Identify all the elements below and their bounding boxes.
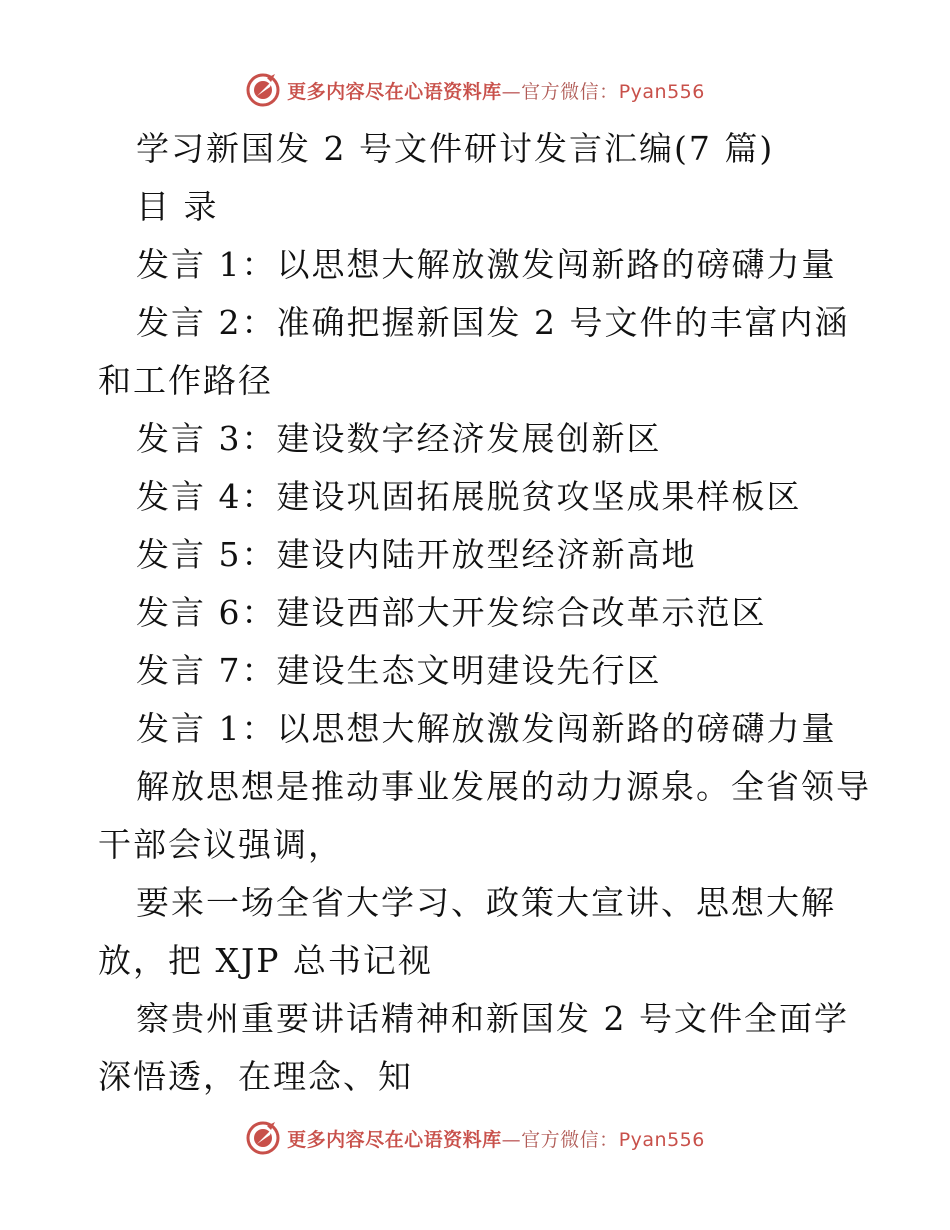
toc-item-7: 发言 7：建设生态文明建设先行区 xyxy=(136,651,662,690)
toc-item-5: 发言 5：建设内陆开放型经济新高地 xyxy=(136,535,697,574)
paragraph-line: 放，把 XJP 总书记视 xyxy=(98,941,433,980)
toc-item-3: 发言 3：建设数字经济发展创新区 xyxy=(136,419,662,458)
toc-heading: 目 录 xyxy=(136,187,219,226)
watermark-wechat-label: 官方微信： xyxy=(521,1128,619,1151)
watermark-text xyxy=(287,77,705,104)
watermark-banner-top xyxy=(0,72,950,108)
toc-item-6: 发言 6：建设西部大开发综合改革示范区 xyxy=(136,593,767,632)
toc-item-1: 发言 1：以思想大解放激发闯新路的磅礴力量 xyxy=(136,245,837,284)
watermark-main-text: 更多内容尽在心语资料库 xyxy=(287,80,502,103)
watermark-text xyxy=(287,1125,705,1152)
watermark-wechat-id: Pyan556 xyxy=(618,1128,705,1151)
paragraph-line: 要来一场全省大学习、政策大宣讲、思想大解 xyxy=(136,883,836,922)
watermark-banner-bottom xyxy=(0,1120,950,1156)
document-title: 学习新国发 2 号文件研讨发言汇编(7 篇) xyxy=(136,129,775,168)
toc-item-4: 发言 4：建设巩固拓展脱贫攻坚成果样板区 xyxy=(136,477,802,516)
watermark-main-text: 更多内容尽在心语资料库 xyxy=(287,1128,502,1151)
pen-circle-logo-icon xyxy=(245,72,281,108)
watermark-dash: — xyxy=(501,80,522,103)
toc-item-2: 发言 2：准确把握新国发 2 号文件的丰富内涵 xyxy=(136,303,850,342)
watermark-wechat-label: 官方微信： xyxy=(521,80,619,103)
paragraph-line: 深悟透，在理念、知 xyxy=(98,1057,413,1096)
watermark-dash: — xyxy=(501,1128,522,1151)
toc-item-2-continued: 和工作路径 xyxy=(98,361,273,400)
paragraph-line: 解放思想是推动事业发展的动力源泉。全省领导 xyxy=(136,767,871,806)
paragraph-line: 察贵州重要讲话精神和新国发 2 号文件全面学 xyxy=(136,999,849,1038)
watermark-wechat-id: Pyan556 xyxy=(618,80,705,103)
pen-circle-logo-icon xyxy=(245,1120,281,1156)
document-body xyxy=(98,120,871,1106)
section-heading: 发言 1：以思想大解放激发闯新路的磅礴力量 xyxy=(136,709,837,748)
paragraph-line: 干部会议强调， xyxy=(98,825,343,864)
